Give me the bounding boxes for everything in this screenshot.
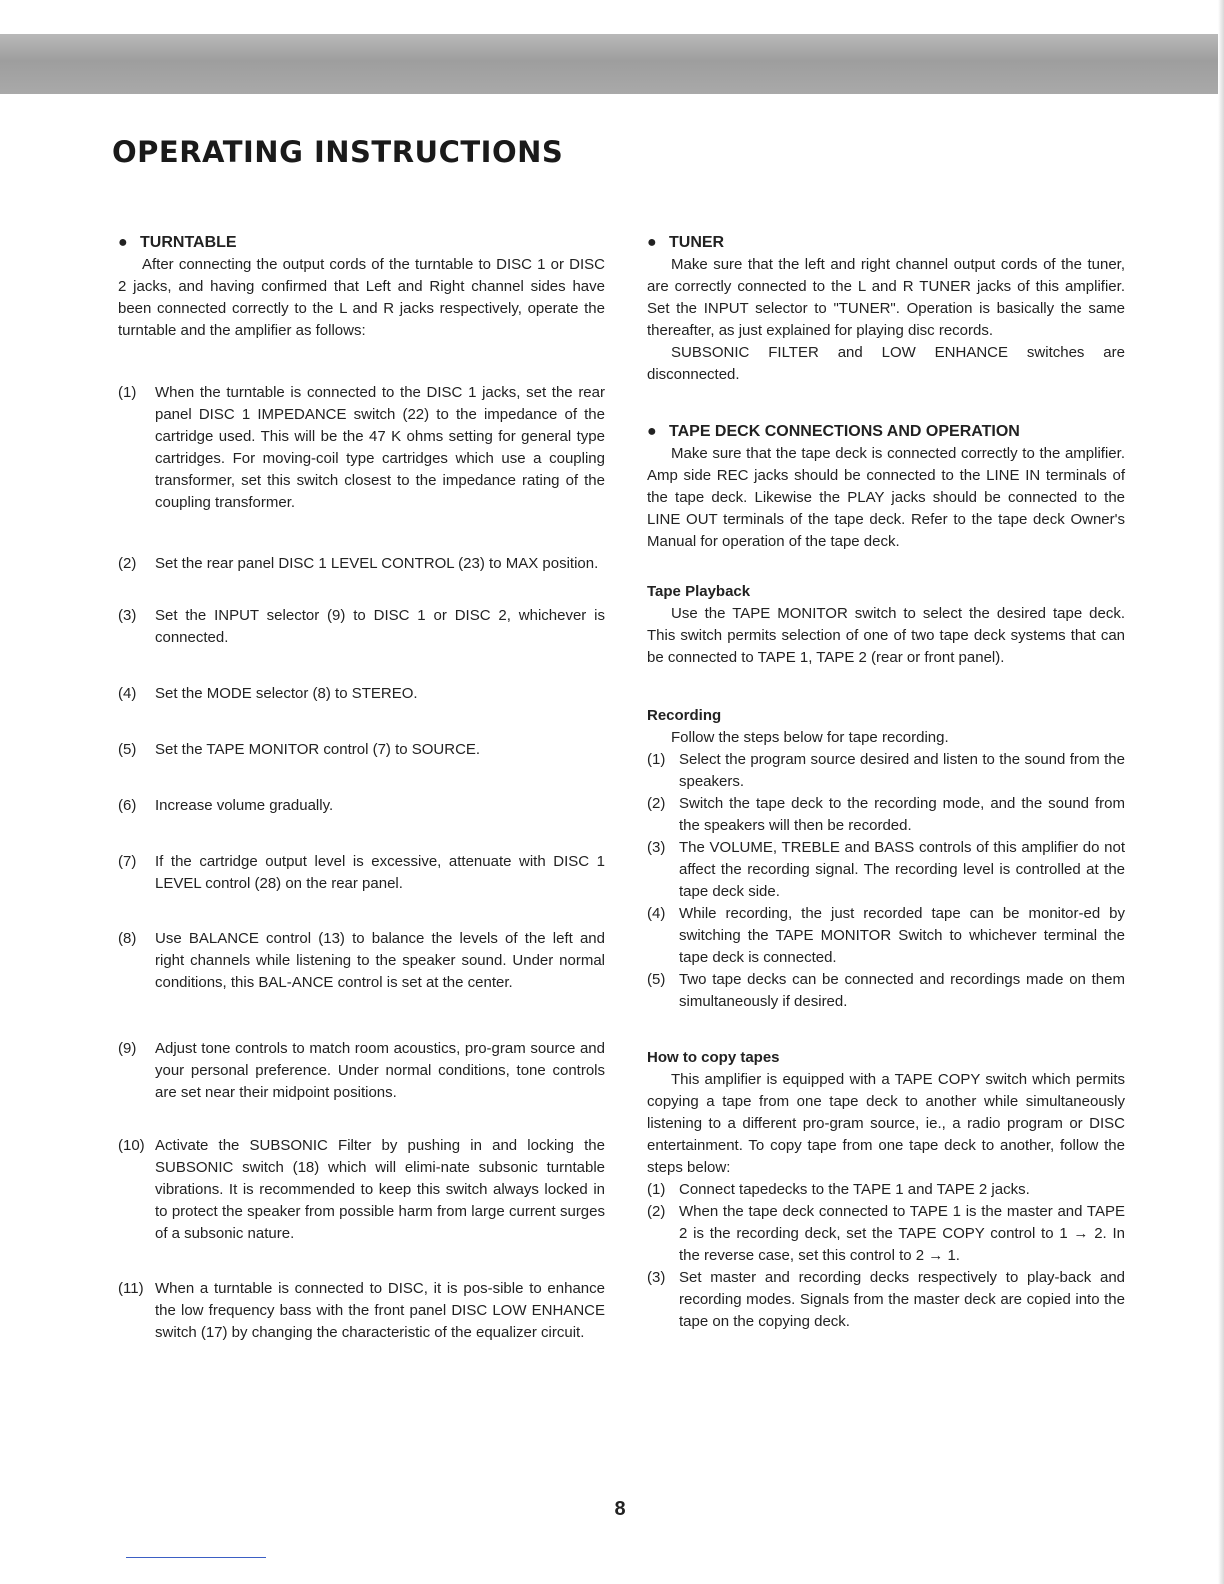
turntable-heading: ● TURNTABLE — [118, 232, 605, 254]
list-item: (2) Switch the tape deck to the recording mode, and the sound from the speakers will then be recorded. — [647, 795, 1125, 834]
tape-deck-heading: ● TAPE DECK CONNECTIONS AND OPERATION — [647, 421, 1125, 443]
top-header-band — [0, 34, 1224, 94]
list-item: (5) Set the TAPE MONITOR control (7) to SOURCE. — [118, 741, 481, 758]
list-item: (10) Activate the SUBSONIC Filter by pushing in and locking the SUBSONIC switch (18) which will elimi-nate subsonic turntable vibrations. It is recommended to keep this switch always locked in to protect the speaker from possible harm from large current surges of a subsonic nature. — [118, 1137, 605, 1242]
left-column — [118, 232, 605, 1344]
list-item: (4) Set the MODE selector (8) to STEREO. — [118, 685, 418, 702]
page-number: 8 — [614, 1498, 626, 1520]
tuner-note: SUBSONIC FILTER and LOW ENHANCE switches are disconnected. — [647, 344, 1125, 383]
tuner-paragraph: Make sure that the left and right channel output cords of the tuner, are correctly connected to the L and R TUNER jacks of this amplifier. Set the INPUT selector to "TUNER". Operation is basically the same thereafter, as just explained for playing disc records. — [647, 256, 1125, 339]
page-edge-shadow — [1218, 0, 1224, 1584]
list-item: (2) Set the rear panel DISC 1 LEVEL CONTROL (23) to MAX position. — [118, 555, 599, 572]
list-item: (3) Set the INPUT selector (9) to DISC 1 or DISC 2, whichever is connected. — [118, 607, 605, 646]
list-item: (3) Set master and recording decks respectively to play-back and recording modes. Signals from the master deck are copied into the tape on the copying deck. — [647, 1269, 1125, 1330]
tape-playback-heading: Tape Playback — [647, 583, 751, 600]
tape-playback-section — [647, 581, 1125, 669]
list-item: (9) Adjust tone controls to match room acoustics, pro-gram source and your personal preference. Under normal conditions, tone controls are set near their midpoint positions. — [118, 1040, 605, 1101]
tuner-heading: ● TUNER — [647, 232, 1125, 254]
list-item: (1) Select the program source desired and listen to the sound from the speakers. — [647, 751, 1125, 790]
recording-intro: Follow the steps below for tape recording. — [671, 729, 949, 746]
bullet-icon: ● — [647, 423, 657, 440]
list-item: (6) Increase volume gradually. — [118, 797, 334, 814]
list-item: (2) When the tape deck connected to TAPE 1 is the master and TAPE 2 is the recording deck, set the TAPE COPY control to 1 → 2. In the reverse case, set this control to 2 → 1. — [647, 1203, 1125, 1264]
list-item: (8) Use BALANCE control (13) to balance the levels of the left and right channels while listening to the speaker sound. Under normal conditions, this BAL-ANCE control is set at the center. — [118, 930, 605, 991]
tape-playback-paragraph: Use the TAPE MONITOR switch to select the desired tape deck. This switch permits selection of one of two tape deck systems that can be connected to TAPE 1, TAPE 2 (rear or front panel). — [647, 605, 1125, 666]
page-title: OPERATING INSTRUCTIONS — [112, 135, 564, 169]
list-item: (11) When a turntable is connected to DISC, it is pos-sible to enhance the low frequency bass with the front panel DISC LOW ENHANCE switch (17) by changing the characteristic of the equalizer circuit. — [118, 1280, 605, 1341]
list-item: (1) Connect tapedecks to the TAPE 1 and TAPE 2 jacks. — [647, 1181, 1030, 1198]
copy-tapes-intro: This amplifier is equipped with a TAPE COPY switch which permits copying a tape from one tape deck to another while simultaneously listening to a different pro-gram source, ie., a radio program or DISC entertainment. To copy tape from one tape deck to another, follow the steps below: — [647, 1071, 1125, 1176]
turntable-intro: After connecting the output cords of the turntable to DISC 1 or DISC 2 jacks, and having confirmed that Left and Right channel sides have been connected correctly to the L and R jacks respectively, operate the turntable and the amplifier as follows: — [118, 256, 605, 339]
right-column — [647, 232, 1125, 1333]
list-item: (4) While recording, the just recorded tape can be monitor-ed by switching the TAPE MONITOR Switch to whichever terminal the tape deck is connected. — [647, 905, 1125, 966]
list-item: (5) Two tape decks can be connected and recordings made on them simultaneously if desired. — [647, 971, 1125, 1010]
bullet-icon: ● — [647, 234, 657, 251]
tape-deck-paragraph: Make sure that the tape deck is connected correctly to the amplifier. Amp side REC jacks should be connected to the LINE IN terminals of the tape deck. Likewise the PLAY jacks should be connected to the LINE OUT terminals of the tape deck. Refer to the tape deck Owner's Manual for operation of the tape deck. — [647, 445, 1125, 550]
recording-heading: Recording — [647, 707, 722, 724]
list-item: (3) The VOLUME, TREBLE and BASS controls of this amplifier do not affect the recording signal. The recording level is controlled at the tape deck side. — [647, 839, 1125, 900]
copy-tapes-heading: How to copy tapes — [647, 1049, 780, 1066]
list-item: (7) If the cartridge output level is excessive, attenuate with DISC 1 LEVEL control (28) on the rear panel. — [118, 853, 605, 892]
recording-section — [647, 705, 1125, 1013]
tape-deck-section — [647, 421, 1125, 553]
bullet-icon: ● — [118, 234, 128, 251]
footer-rule — [126, 1557, 266, 1558]
tuner-section — [647, 232, 1125, 386]
copy-tapes-section — [647, 1047, 1125, 1333]
list-item: (1) When the turntable is connected to the DISC 1 jacks, set the rear panel DISC 1 IMPEDANCE switch (22) to the impedance of the cartridge used. This will be the 47 K ohms setting for general type cartridges. For moving-coil type cartridges which use a coupling transformer, set this switch closest to the impedance rating of the coupling transformer. — [118, 384, 605, 511]
turntable-section — [118, 232, 605, 1344]
